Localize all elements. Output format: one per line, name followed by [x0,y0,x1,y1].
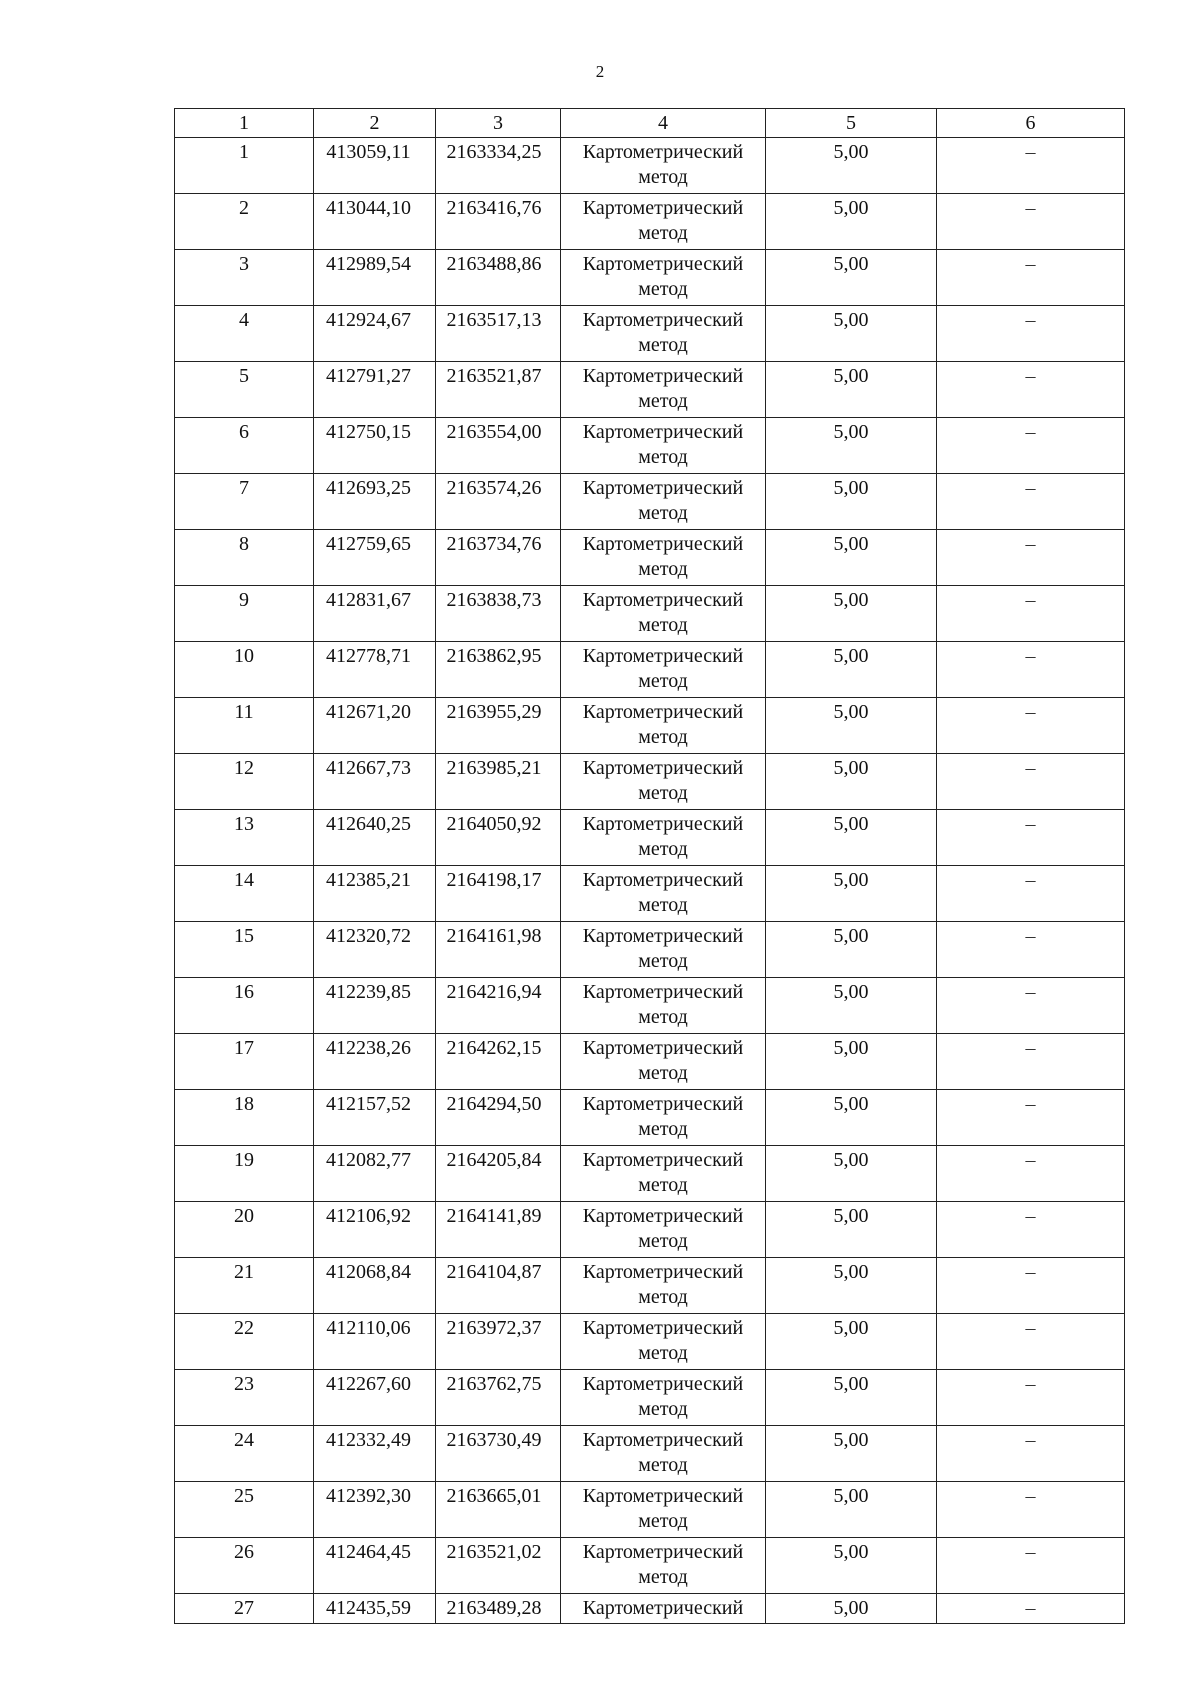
method-line-1: Картометрический [582,1429,744,1451]
cell-x: 412110,06 [314,1314,436,1370]
cell-method [561,1202,766,1258]
cell-point-number: 27 [175,1594,314,1624]
table-row [175,138,1125,194]
table-row [175,362,1125,418]
method-line-2: метод [638,222,688,244]
cell-description: – [937,586,1125,642]
cell-y: 2164216,94 [436,978,561,1034]
cell-method [561,1146,766,1202]
method-line-1: Картометрический [582,757,744,779]
cell-y: 2163838,73 [436,586,561,642]
method-line-1: Картометрический [582,1373,744,1395]
table-row [175,922,1125,978]
cell-y: 2164262,15 [436,1034,561,1090]
cell-y: 2163416,76 [436,194,561,250]
method-line-1: Картометрический [582,589,744,611]
cell-method [561,1482,766,1538]
table-row [175,1034,1125,1090]
cell-method [561,922,766,978]
cell-x: 412924,67 [314,306,436,362]
table-row [175,474,1125,530]
cell-description: – [937,194,1125,250]
cell-x: 412435,59 [314,1594,436,1624]
cell-description: – [937,530,1125,586]
cell-description: – [937,1258,1125,1314]
cell-y: 2163972,37 [436,1314,561,1370]
method-line-1: Картометрический [582,813,744,835]
cell-method [561,1090,766,1146]
table-row [175,1202,1125,1258]
cell-description: – [937,474,1125,530]
header-cell-y: 3 [436,109,561,138]
cell-x: 412157,52 [314,1090,436,1146]
cell-accuracy: 5,00 [766,250,937,306]
cell-method [561,1538,766,1594]
method-line-1: Картометрический [582,1485,744,1507]
cell-point-number: 16 [175,978,314,1034]
cell-description: – [937,418,1125,474]
header-cell-method: 4 [561,109,766,138]
cell-point-number: 2 [175,194,314,250]
method-line-2: метод [638,1174,688,1196]
cell-description: – [937,306,1125,362]
method-line-2: метод [638,334,688,356]
cell-accuracy: 5,00 [766,810,937,866]
cell-accuracy: 5,00 [766,1426,937,1482]
cell-description: – [937,754,1125,810]
cell-x: 412759,65 [314,530,436,586]
cell-x: 412989,54 [314,250,436,306]
cell-accuracy: 5,00 [766,866,937,922]
cell-y: 2163665,01 [436,1482,561,1538]
page-number: 2 [595,62,605,81]
method-line-1: Картометрический [582,869,744,891]
cell-y: 2163488,86 [436,250,561,306]
method-line-2: метод [638,558,688,580]
cell-y: 2163334,25 [436,138,561,194]
cell-point-number: 1 [175,138,314,194]
cell-x: 412392,30 [314,1482,436,1538]
cell-point-number: 23 [175,1370,314,1426]
method-line-2: метод [638,726,688,748]
cell-y: 2163521,87 [436,362,561,418]
table-row [175,418,1125,474]
cell-method [561,194,766,250]
table-row [175,1426,1125,1482]
cell-x: 412640,25 [314,810,436,866]
cell-accuracy: 5,00 [766,474,937,530]
cell-method [561,138,766,194]
cell-description: – [937,138,1125,194]
cell-method [561,754,766,810]
cell-accuracy: 5,00 [766,754,937,810]
cell-y: 2163554,00 [436,418,561,474]
cell-x: 412320,72 [314,922,436,978]
cell-accuracy: 5,00 [766,1594,937,1624]
cell-accuracy: 5,00 [766,1202,937,1258]
cell-accuracy: 5,00 [766,530,937,586]
cell-point-number: 6 [175,418,314,474]
cell-y: 2164205,84 [436,1146,561,1202]
cell-x: 413059,11 [314,138,436,194]
cell-y: 2164141,89 [436,1202,561,1258]
cell-method [561,1258,766,1314]
method-line-2: метод [638,838,688,860]
method-line-1: Картометрический [582,925,744,947]
table-header-row [175,109,1125,138]
cell-y: 2163955,29 [436,698,561,754]
cell-accuracy: 5,00 [766,138,937,194]
table-row [175,1594,1125,1624]
method-line-2: метод [638,1286,688,1308]
table-row [175,1538,1125,1594]
method-line-2: метод [638,1230,688,1252]
cell-description: – [937,1034,1125,1090]
table-row [175,530,1125,586]
cell-y: 2164050,92 [436,810,561,866]
cell-method [561,1034,766,1090]
cell-accuracy: 5,00 [766,698,937,754]
cell-accuracy: 5,00 [766,1370,937,1426]
cell-point-number: 5 [175,362,314,418]
cell-method [561,530,766,586]
cell-accuracy: 5,00 [766,978,937,1034]
method-line-2: метод [638,614,688,636]
table-row [175,194,1125,250]
table-row [175,754,1125,810]
table-row [175,1090,1125,1146]
method-line-1: Картометрический [582,1093,744,1115]
cell-description: – [937,1314,1125,1370]
cell-point-number: 25 [175,1482,314,1538]
cell-point-number: 14 [175,866,314,922]
cell-x: 412831,67 [314,586,436,642]
method-line-1: Картометрический [582,1597,744,1619]
cell-point-number: 9 [175,586,314,642]
method-line-2: метод [638,390,688,412]
method-line-2: метод [638,1566,688,1588]
cell-x: 412750,15 [314,418,436,474]
cell-method [561,810,766,866]
cell-point-number: 19 [175,1146,314,1202]
table-row [175,1146,1125,1202]
cell-point-number: 8 [175,530,314,586]
cell-description: – [937,1482,1125,1538]
cell-method [561,698,766,754]
cell-y: 2163574,26 [436,474,561,530]
cell-accuracy: 5,00 [766,1090,937,1146]
cell-description: – [937,978,1125,1034]
cell-x: 412693,25 [314,474,436,530]
cell-y: 2163521,02 [436,1538,561,1594]
table-row [175,586,1125,642]
table-row [175,250,1125,306]
method-line-2: метод [638,950,688,972]
cell-description: – [937,1146,1125,1202]
cell-method [561,586,766,642]
method-line-1: Картометрический [582,1149,744,1171]
cell-accuracy: 5,00 [766,642,937,698]
cell-x: 412106,92 [314,1202,436,1258]
cell-point-number: 7 [175,474,314,530]
cell-point-number: 12 [175,754,314,810]
cell-point-number: 17 [175,1034,314,1090]
cell-point-number: 21 [175,1258,314,1314]
cell-point-number: 24 [175,1426,314,1482]
cell-description: – [937,1426,1125,1482]
table-row [175,1314,1125,1370]
method-line-2: метод [638,1398,688,1420]
method-line-2: метод [638,1062,688,1084]
cell-x: 412667,73 [314,754,436,810]
method-line-2: метод [638,502,688,524]
cell-accuracy: 5,00 [766,194,937,250]
method-line-2: метод [638,1342,688,1364]
cell-description: – [937,1538,1125,1594]
table-row [175,810,1125,866]
method-line-1: Картометрический [582,421,744,443]
method-line-1: Картометрический [582,253,744,275]
cell-point-number: 4 [175,306,314,362]
header-cell-point-number: 1 [175,109,314,138]
cell-accuracy: 5,00 [766,1538,937,1594]
table-row [175,1370,1125,1426]
cell-description: – [937,866,1125,922]
cell-method [561,642,766,698]
method-line-1: Картометрический [582,365,744,387]
cell-accuracy: 5,00 [766,1314,937,1370]
table-row [175,866,1125,922]
table-row [175,978,1125,1034]
cell-method [561,362,766,418]
method-line-2: метод [638,1118,688,1140]
cell-method [561,1426,766,1482]
cell-accuracy: 5,00 [766,306,937,362]
cell-point-number: 10 [175,642,314,698]
cell-description: – [937,362,1125,418]
cell-point-number: 20 [175,1202,314,1258]
method-line-1: Картометрический [582,1541,744,1563]
table-row [175,1258,1125,1314]
cell-x: 412238,26 [314,1034,436,1090]
cell-x: 412068,84 [314,1258,436,1314]
cell-x: 412671,20 [314,698,436,754]
method-line-2: метод [638,894,688,916]
cell-accuracy: 5,00 [766,1482,937,1538]
cell-description: – [937,1090,1125,1146]
cell-y: 2164198,17 [436,866,561,922]
cell-point-number: 15 [175,922,314,978]
header-cell-accuracy: 5 [766,109,937,138]
cell-description: – [937,1594,1125,1624]
cell-accuracy: 5,00 [766,922,937,978]
method-line-1: Картометрический [582,197,744,219]
cell-x: 413044,10 [314,194,436,250]
method-line-1: Картометрический [582,645,744,667]
cell-description: – [937,810,1125,866]
method-line-2: метод [638,1006,688,1028]
table-row [175,698,1125,754]
cell-accuracy: 5,00 [766,586,937,642]
cell-description: – [937,1202,1125,1258]
table-row [175,1482,1125,1538]
method-line-1: Картометрический [582,1317,744,1339]
cell-method [561,418,766,474]
cell-x: 412791,27 [314,362,436,418]
cell-y: 2163489,28 [436,1594,561,1624]
cell-y: 2163762,75 [436,1370,561,1426]
cell-method [561,474,766,530]
cell-x: 412464,45 [314,1538,436,1594]
method-line-2: метод [638,782,688,804]
method-line-1: Картометрический [582,533,744,555]
table-row [175,642,1125,698]
cell-point-number: 18 [175,1090,314,1146]
cell-point-number: 11 [175,698,314,754]
cell-method [561,306,766,362]
cell-point-number: 3 [175,250,314,306]
table-row [175,306,1125,362]
cell-description: – [937,922,1125,978]
cell-accuracy: 5,00 [766,1146,937,1202]
cell-method [561,1314,766,1370]
method-line-2: метод [638,446,688,468]
cell-method [561,866,766,922]
header-cell-description: 6 [937,109,1125,138]
coordinates-table [174,108,1125,1624]
cell-description: – [937,250,1125,306]
cell-description: – [937,698,1125,754]
cell-accuracy: 5,00 [766,362,937,418]
cell-method [561,1370,766,1426]
method-line-1: Картометрический [582,309,744,331]
cell-accuracy: 5,00 [766,418,937,474]
cell-point-number: 26 [175,1538,314,1594]
cell-x: 412778,71 [314,642,436,698]
cell-x: 412239,85 [314,978,436,1034]
cell-method [561,250,766,306]
method-line-1: Картометрический [582,141,744,163]
method-line-1: Картометрический [582,981,744,1003]
cell-y: 2164294,50 [436,1090,561,1146]
cell-y: 2163730,49 [436,1426,561,1482]
method-line-1: Картометрический [582,1037,744,1059]
method-line-1: Картометрический [582,701,744,723]
method-line-1: Картометрический [582,1261,744,1283]
cell-x: 412385,21 [314,866,436,922]
cell-y: 2163734,76 [436,530,561,586]
cell-accuracy: 5,00 [766,1034,937,1090]
cell-x: 412082,77 [314,1146,436,1202]
method-line-2: метод [638,1510,688,1532]
cell-description: – [937,642,1125,698]
cell-point-number: 22 [175,1314,314,1370]
cell-point-number: 13 [175,810,314,866]
method-line-1: Картометрический [582,477,744,499]
cell-description: – [937,1370,1125,1426]
cell-accuracy: 5,00 [766,1258,937,1314]
method-line-2: метод [638,166,688,188]
method-line-2: метод [638,1454,688,1476]
method-line-2: метод [638,670,688,692]
cell-x: 412332,49 [314,1426,436,1482]
cell-method [561,1594,766,1624]
cell-y: 2163862,95 [436,642,561,698]
method-line-1: Картометрический [582,1205,744,1227]
cell-x: 412267,60 [314,1370,436,1426]
cell-y: 2163517,13 [436,306,561,362]
cell-y: 2163985,21 [436,754,561,810]
cell-method [561,978,766,1034]
table-body [175,109,1125,1624]
cell-y: 2164104,87 [436,1258,561,1314]
cell-y: 2164161,98 [436,922,561,978]
header-cell-x: 2 [314,109,436,138]
method-line-2: метод [638,278,688,300]
